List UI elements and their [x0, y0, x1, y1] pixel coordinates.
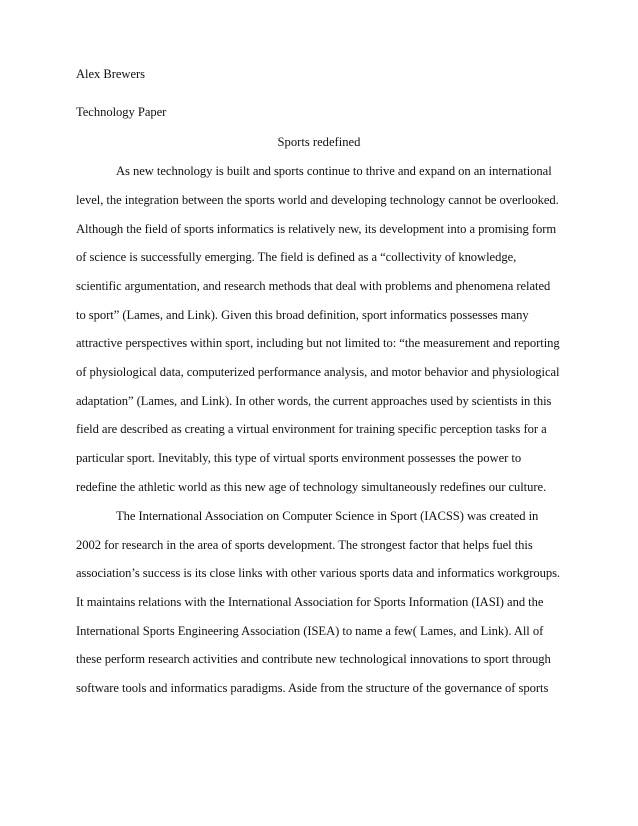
- paragraph-2-line-7: software tools and informatics paradigms. Aside from the structure of the governance of sports: [76, 681, 549, 695]
- paragraph-2-line-5: International Sports Engineering Association (ISEA) to name a few( Lames, and Link). All of: [76, 624, 544, 638]
- paragraph-1-line-7: attractive perspectives within sport, including but not limited to: “the measurement and reporting: [76, 336, 560, 350]
- paragraph-1-line-5: scientific argumentation, and research methods that deal with problems and phenomena related: [76, 279, 551, 293]
- paragraph-2-line-2: 2002 for research in the area of sports development. The strongest factor that helps fuel this: [76, 538, 533, 552]
- paragraph-1-line-3: Although the field of sports informatics is relatively new, its development into a promising form: [76, 222, 557, 236]
- paragraph-1-line-9: adaptation” (Lames, and Link). In other words, the current approaches used by scientists in this: [76, 394, 552, 408]
- author-name: Alex Brewers: [76, 67, 145, 81]
- paragraph-1-line-1: As new technology is built and sports continue to thrive and expand on an international: [116, 164, 552, 178]
- paragraph-1-line-11: particular sport. Inevitably, this type of virtual sports environment possesses the power to: [76, 451, 522, 465]
- paragraph-1-line-2: level, the integration between the sports world and developing technology cannot be overlooked.: [76, 193, 559, 207]
- paragraph-2-line-6: these perform research activities and contribute new technological innovations to sport through: [76, 652, 551, 666]
- paper-title: Sports redefined: [277, 135, 361, 149]
- paragraph-1-line-10: field are described as creating a virtual environment for training specific perception tasks for a: [76, 422, 547, 436]
- paragraph-2-line-1: The International Association on Computer Science in Sport (IACSS) was created in: [116, 509, 539, 523]
- paragraph-1-line-12: redefine the athletic world as this new age of technology simultaneously redefines our culture.: [76, 480, 547, 494]
- paragraph-1-line-8: of physiological data, computerized performance analysis, and motor behavior and physiological: [76, 365, 560, 379]
- paragraph-1-line-4: of science is successfully emerging. The field is defined as a “collectivity of knowledge,: [76, 250, 517, 264]
- course-label: Technology Paper: [76, 105, 167, 119]
- paragraph-2-line-4: It maintains relations with the International Association for Sports Information (IASI) and the: [76, 595, 544, 609]
- paragraph-1-line-6: to sport” (Lames, and Link). Given this broad definition, sport informatics possesses many: [76, 308, 529, 322]
- paragraph-2-line-3: association’s success is its close links with other various sports data and informatics workgroups.: [76, 566, 561, 580]
